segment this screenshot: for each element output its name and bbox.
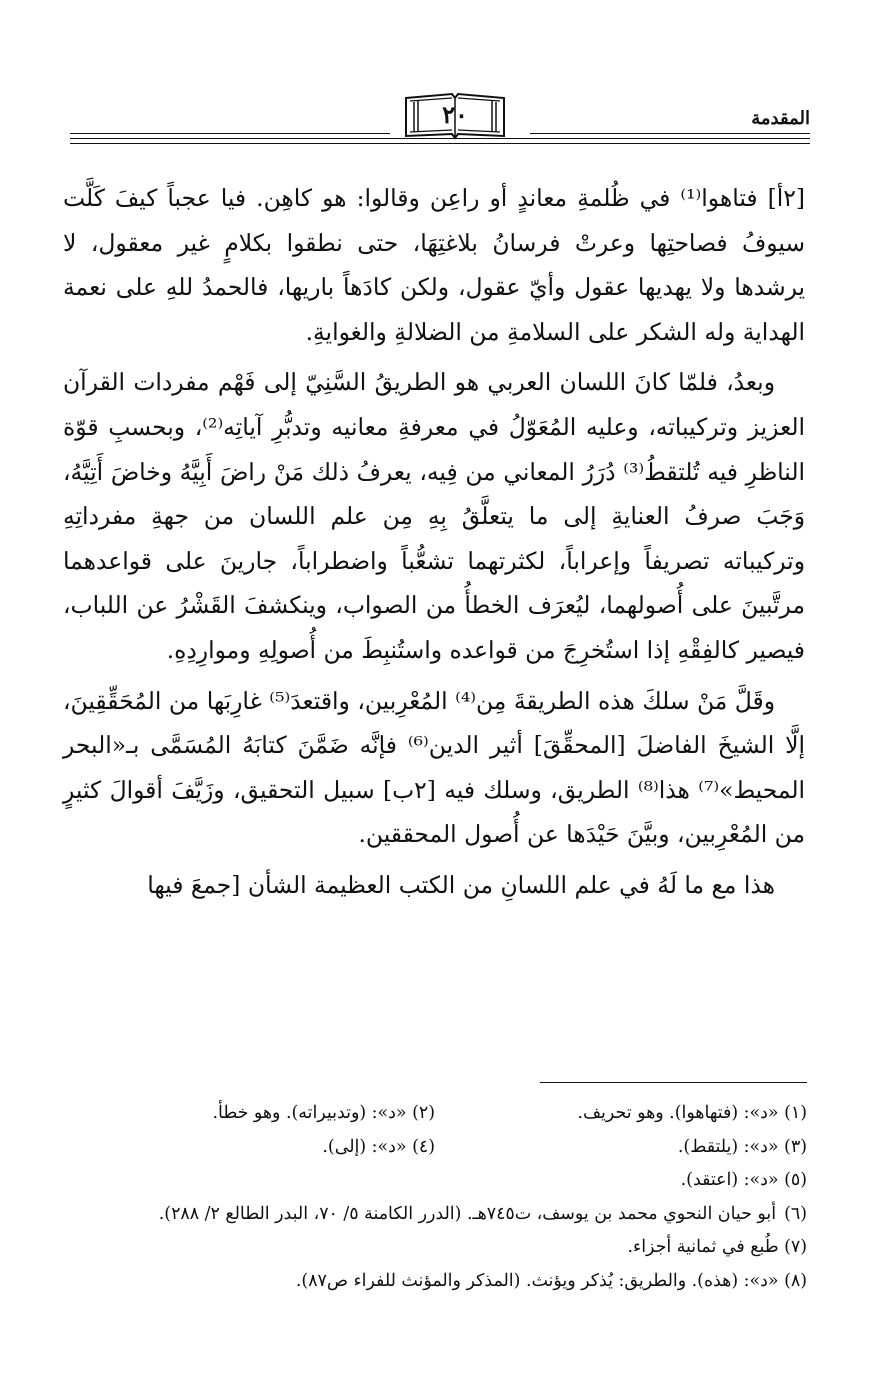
open-book-ornament [400,88,510,142]
main-text [63,176,805,908]
footnotes [63,1097,807,1298]
page-header [70,82,810,152]
footnote [63,1198,807,1232]
footnote-number: (٦) [784,1203,807,1224]
footnote-row [63,1131,807,1165]
footnote: (٨) «د»: (هذه). والطريق: يُذكر ويؤنث. (المذكر والمؤنث للفراء ص٨٧). [295,1270,807,1291]
paragraph: وقَلَّ مَنْ سلكَ هذه الطريقةَ مِن⁽⁴⁾ المُعْرِبين، واقتعدَ⁽⁵⁾ غارِبَها من المُحَقِّقِينَ، إلَّا الشيخَ الفاضلَ [المحقِّقَ] أثير الدين⁽⁶⁾ فإنَّه ضَمَّنَ كتابَهُ المُسَمَّى بـ«البحر المحيط»⁽⁷⁾ هذا⁽⁸⁾ الطريق، وسلك فيه [٢ب] سبيل التحقيق، وزَيَّفَ أقوالَ كثيرٍ من المُعْرِبين، وبيَّنَ حَيْدَها عن أُصول المحققين. [63,686,805,849]
footnote-row [63,1164,807,1198]
footnote-row [63,1097,807,1131]
footnote: (٣) «د»: (يلتقط). [677,1136,807,1157]
header-rule [70,143,810,144]
footnote: (٥) «د»: (اعتقد). [680,1170,807,1190]
paragraph: وبعدُ، فلمّا كانَ اللسان العربي هو الطريقُ السَّنِيّ إلى فَهْم مفردات القرآن العزيز وتركيباته، وعليه المُعَوّلُ في معرفةِ معانيه وتدبُّرِ آياتِه⁽²⁾، وبحسبِ قوّة الناظرِ فيه تُلتقطُ⁽³⁾ دُرَرُ المعاني من فِيه، يعرفُ ذلك مَنْ راضَ أَبِيَّهُ وخاضَ أَتِيَّهُ، وَجَبَ صرفُ العنايةِ إلى ما يتعلَّقُ بِهِ مِن علم اللسان من جهةِ مفرداتِهِ وتركيباته تصريفاً وإعراباً، لكثرتهما تشعُّباً واضطراباً، جارينَ على قواعدهما مرتَّبينَ على أُصولهما، ليُعرَف الخطأُ من الصواب، وينكشفَ القَشْرُ عن اللباب، فيصير كالفِقْهِ إذا استُخرِجَ من قواعده واستُنبِطَ من أُصولِهِ وموارِدِهِ. [63,368,805,664]
header-rule [70,133,390,134]
paragraph: هذا مع ما لَهُ في علم اللسانِ من الكتب العظيمة الشأن [جمعَ فيها [147,870,775,899]
footnote: (٧) طُبع في ثمانية أجزاء. [627,1237,807,1257]
header-rule [530,133,810,134]
footnote: (١) «د»: (فتهاهوا). وهو تحريف. [577,1103,807,1123]
footnote: (٢) «د»: (وتدبيراته). وهو خطأ. [212,1103,435,1123]
page-number: ٢٠ [442,100,468,129]
footnote: (٤) «د»: (إلى). [322,1136,435,1157]
footnote-separator [540,1082,807,1083]
footnote-text: أبو حيان النحوي محمد بن يوسف، ت٧٤٥هـ. (الدرر الكامنة ٥/ ٧٠، البدر الطالع ٢/ ٢٨٨). [158,1203,777,1224]
paragraph: [٢أ] فتاهوا⁽¹⁾ في ظُلمةِ معاندٍ أو راعِن وقالوا: هو كاهِن. فيا عجباً كيفَ كَلَّت سيوفُ فصاحتِها وعرتْ فرسانُ بلاغتِهَا، حتى نطقوا بكلامٍ غير معقول، لا يرشدها ولا يهديها عقول وأيّ عقول، ولكن كادَهاً باريها، فالحمدُ للهِ على نعمة الهداية وله الشكر على السلامةِ من الضلالةِ والغوايةِ. [63,184,805,346]
section-title: المقدمة [751,108,810,129]
